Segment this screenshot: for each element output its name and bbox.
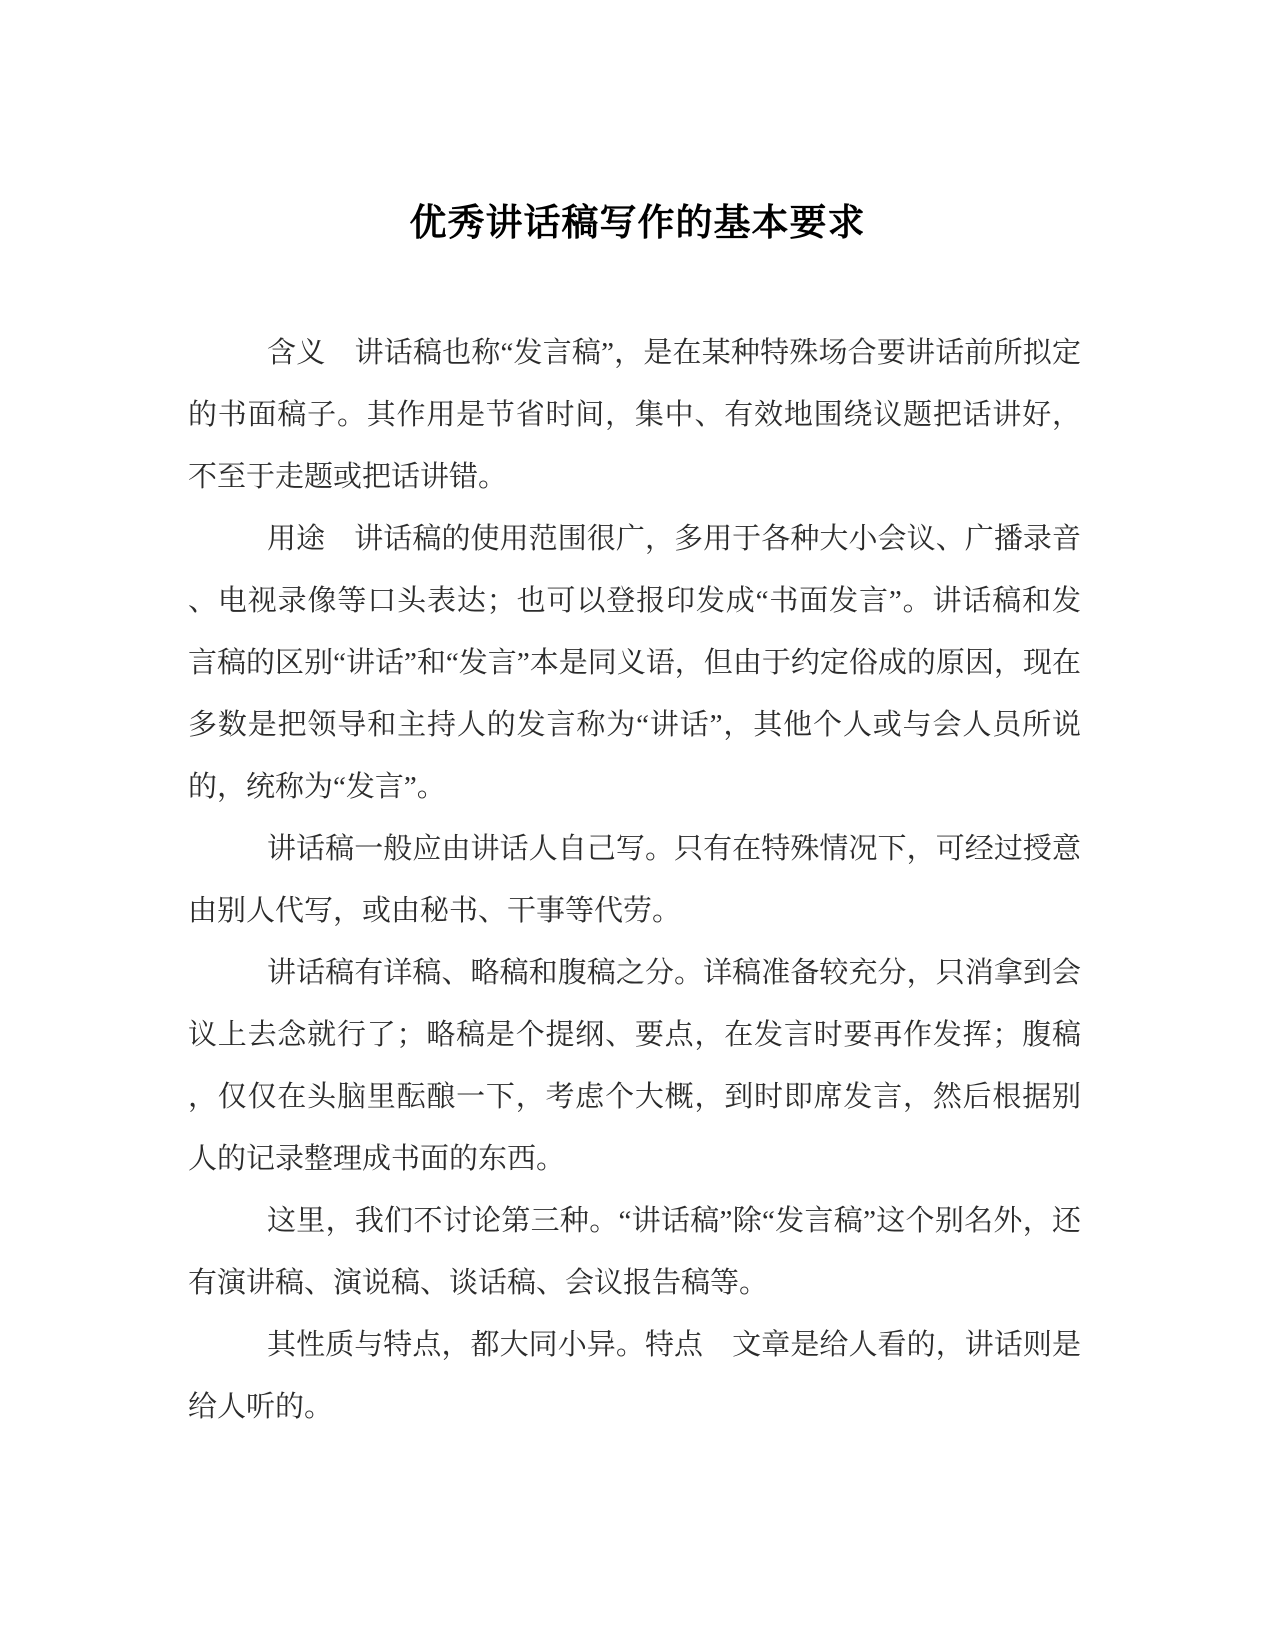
document-title: 优秀讲话稿写作的基本要求 <box>409 202 866 243</box>
paragraph-author: 讲话稿一般应由讲话人自己写。只有在特殊情况下，可经过授意由别人代写，或由秘书、干事等代劳。 <box>188 833 1081 927</box>
paragraph-characteristics: 其性质与特点，都大同小异。特点 文章是给人看的，讲话则是给人听的。 <box>188 1329 1081 1423</box>
paragraph-draft-types: 讲话稿有详稿、略稿和腹稿之分。详稿准备较充分，只消拿到会议上去念就行了；略稿是个提纲、要点，在发言时要再作发挥；腹稿，仅仅在头脑里酝酿一下，考虑个大概，到时即席发言，然后根据别人的记录整理成书面的东西。 <box>188 957 1081 1175</box>
paragraph-usage: 用途 讲话稿的使用范围很广，多用于各种大小会议、广播录音、电视录像等口头表达；也可以登报印发成“书面发言”。讲话稿和发言稿的区别“讲话”和“发言”本是同义语，但由于约定俗成的原因，现在多数是把领导和主持人的发言称为“讲话”，其他个人或与会人员所说的，统称为“发言”。 <box>188 523 1081 803</box>
paragraph-meaning: 含义 讲话稿也称“发言稿”，是在某种特殊场合要讲话前所拟定的书面稿子。其作用是节省时间，集中、有效地围绕议题把话讲好，不至于走题或把话讲错。 <box>188 337 1081 493</box>
document-body <box>188 322 1081 1438</box>
paragraph-other-names: 这里，我们不讨论第三种。“讲话稿”除“发言稿”这个别名外，还有演讲稿、演说稿、谈话稿、会议报告稿等。 <box>188 1205 1081 1299</box>
